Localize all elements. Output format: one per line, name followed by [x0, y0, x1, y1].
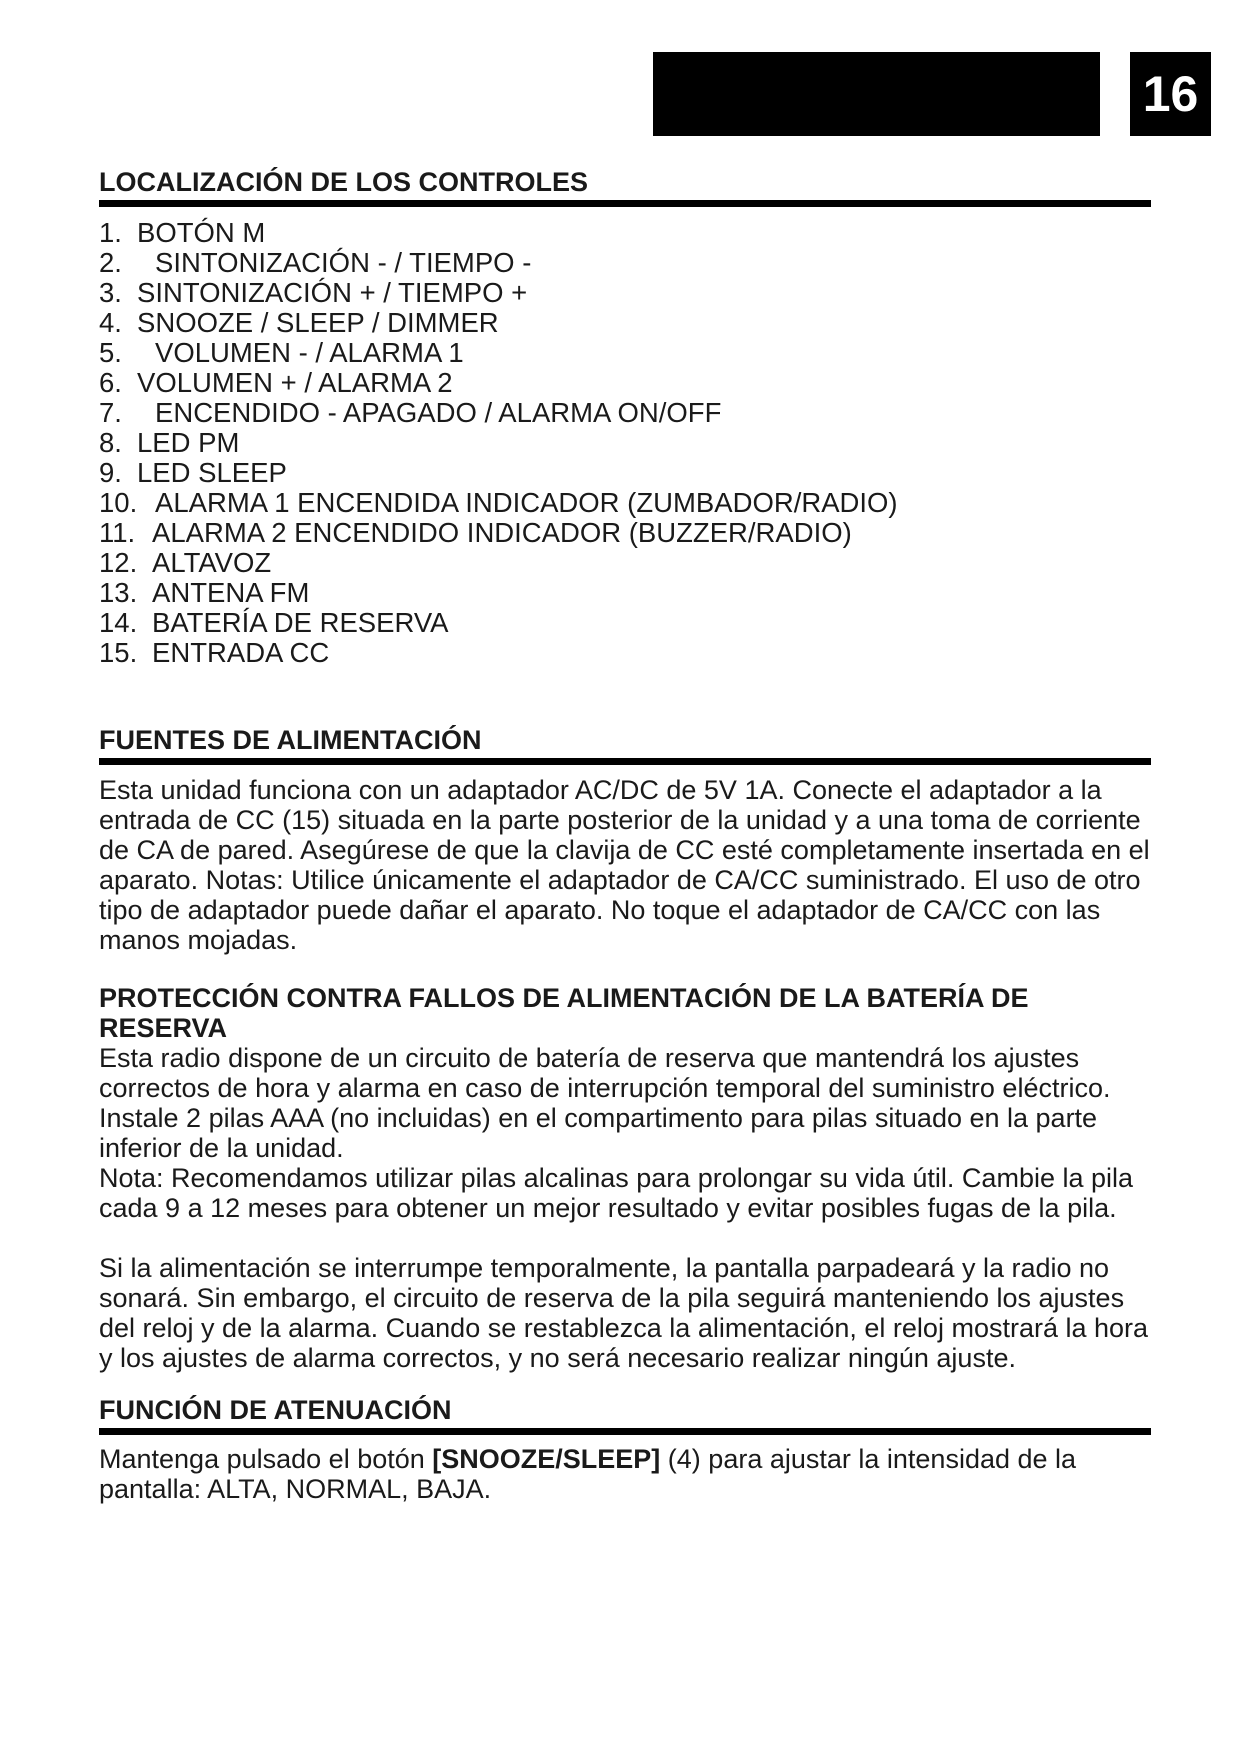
- dimmer-text-after: (4) para ajustar la intensidad de la pantalla: ALTA, NORMAL, BAJA.: [99, 1444, 1077, 1504]
- header-bar: [653, 52, 1100, 136]
- list-item: [99, 428, 898, 458]
- list-item-number: 9.: [99, 457, 122, 488]
- list-item-label: SINTONIZACIÓN - / TIEMPO -: [155, 247, 532, 278]
- controls-list: [99, 218, 898, 668]
- list-item-number: 15.: [99, 637, 138, 668]
- power-section-title: FUENTES DE ALIMENTACIÓN: [99, 725, 1151, 765]
- list-item-number: 11.: [99, 517, 136, 548]
- list-item-label: BATERÍA DE RESERVA: [152, 607, 449, 638]
- list-item: [99, 398, 898, 428]
- list-item-label: VOLUMEN - / ALARMA 1: [155, 337, 464, 368]
- list-item-number: 12.: [99, 547, 138, 578]
- backup-paragraph-3: Si la alimentación se interrumpe temporalmente, la pantalla parpadeará y la radio no sonará. Sin embargo, el circuito de reserva de la pila seguirá manteniendo los ajustes del reloj y de la alarma. Cuando se restablezca la alimentación, el reloj mostrará la hora y los ajustes de alarma correctos, y no será necesario realizar ningún ajuste.: [99, 1253, 1149, 1373]
- snooze-sleep-button-ref: [SNOOZE/SLEEP]: [432, 1444, 661, 1474]
- list-item-label: ALARMA 2 ENCENDIDO INDICADOR (BUZZER/RADIO): [152, 517, 852, 548]
- list-item-label: ENCENDIDO - APAGADO / ALARMA ON/OFF: [155, 397, 722, 428]
- list-item-label: LED SLEEP: [137, 457, 287, 488]
- list-item-number: 14.: [99, 607, 138, 638]
- list-item-label: ENTRADA CC: [152, 637, 330, 668]
- list-item-label: ALTAVOZ: [152, 547, 272, 578]
- dimmer-text-before: Mantenga pulsado el botón: [99, 1444, 433, 1474]
- list-item: [99, 248, 898, 278]
- list-item-number: 8.: [99, 427, 122, 458]
- list-item-label: VOLUMEN + / ALARMA 2: [137, 367, 453, 398]
- list-item: [99, 218, 898, 248]
- dimmer-paragraph: [99, 1444, 1151, 1504]
- list-item-label: LED PM: [137, 427, 240, 458]
- list-item-number: 10.: [99, 487, 138, 518]
- backup-paragraph-2: Nota: Recomendamos utilizar pilas alcalinas para prolongar su vida útil. Cambie la pila cada 9 a 12 meses para obtener un mejor resultado y evitar posibles fugas de la pila.: [99, 1163, 1134, 1223]
- list-item-number: 4.: [99, 307, 122, 338]
- list-item-number: 2.: [99, 247, 122, 278]
- list-item: [99, 368, 898, 398]
- list-item: [99, 488, 898, 518]
- list-item: [99, 278, 898, 308]
- list-item: [99, 308, 898, 338]
- list-item: [99, 518, 898, 548]
- list-item: [99, 608, 898, 638]
- list-item-number: 3.: [99, 277, 122, 308]
- dimmer-section-title: FUNCIÓN DE ATENUACIÓN: [99, 1395, 1151, 1435]
- power-paragraph: Esta unidad funciona con un adaptador AC/DC de 5V 1A. Conecte el adaptador a la entrada de CC (15) situada en la parte posterior de la unidad y a una toma de corriente de CA de pared. Asegúrese de que la clavija de CC esté completamente insertada en el aparato. Notas: Utilice únicamente el adaptador de CA/CC suministrado. El uso de otro tipo de adaptador puede dañar el aparato. No toque el adaptador de CA/CC con las manos mojadas.: [99, 775, 1150, 955]
- list-item: [99, 548, 898, 578]
- list-item: [99, 578, 898, 608]
- list-item-label: ALARMA 1 ENCENDIDA INDICADOR (ZUMBADOR/RADIO): [155, 487, 898, 518]
- list-item-number: 6.: [99, 367, 122, 398]
- controls-section-title: LOCALIZACIÓN DE LOS CONTROLES: [99, 167, 1151, 207]
- list-item: [99, 458, 898, 488]
- list-item: [99, 338, 898, 368]
- list-item-number: 5.: [99, 337, 122, 368]
- list-item-number: 1.: [99, 217, 122, 248]
- list-item-label: BOTÓN M: [137, 217, 266, 248]
- list-item-label: SNOOZE / SLEEP / DIMMER: [137, 307, 499, 338]
- list-item-number: 7.: [99, 397, 122, 428]
- list-item-number: 13.: [99, 577, 138, 608]
- list-item-label: SINTONIZACIÓN + / TIEMPO +: [137, 277, 528, 308]
- backup-paragraph-1: Esta radio dispone de un circuito de batería de reserva que mantendrá los ajustes correctos de hora y alarma en caso de interrupción temporal del suministro eléctrico. Instale 2 pilas AAA (no incluidas) en el compartimento para pilas situado en la parte inferior de la unidad.: [99, 1043, 1111, 1163]
- list-item-label: ANTENA FM: [152, 577, 310, 608]
- list-item: [99, 638, 898, 668]
- backup-section-title: PROTECCIÓN CONTRA FALLOS DE ALIMENTACIÓN DE LA BATERÍA DE RESERVA: [99, 983, 1029, 1043]
- page-number: 16: [1130, 52, 1211, 136]
